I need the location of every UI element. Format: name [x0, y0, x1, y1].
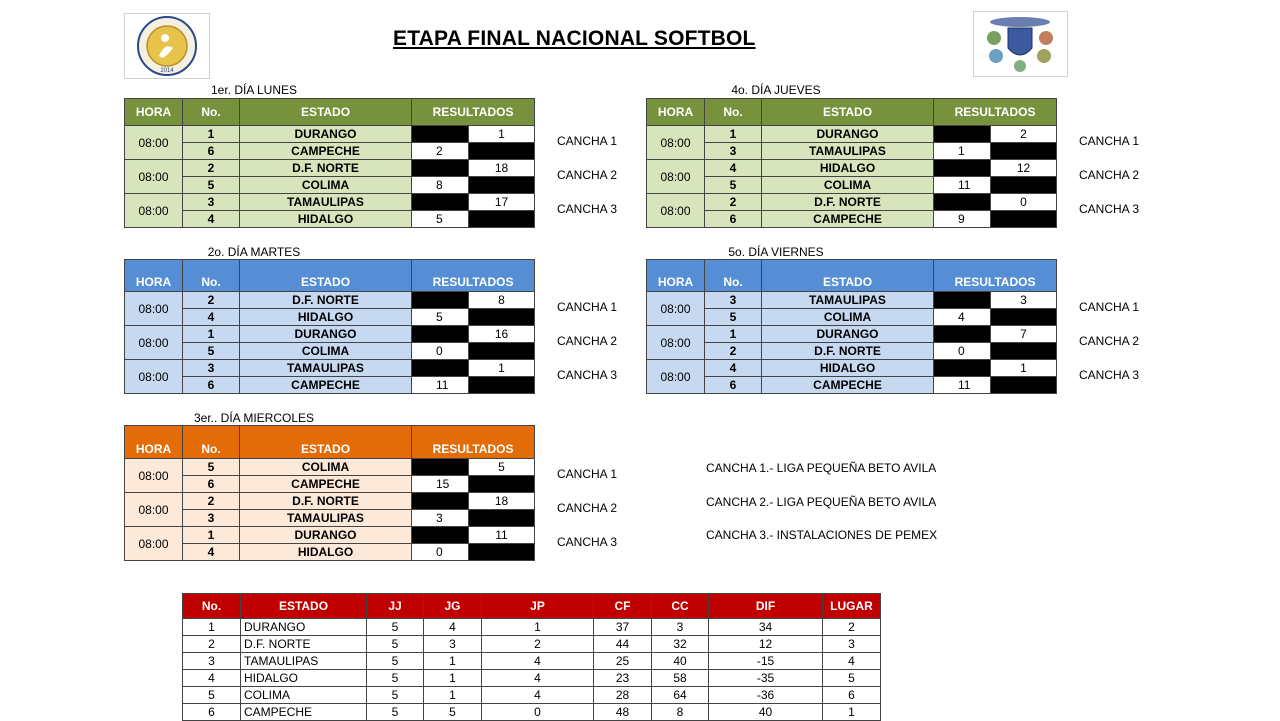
game-time: 08:00 — [125, 459, 183, 493]
team-number: 3 — [183, 194, 240, 211]
day-schedule-table — [646, 259, 1057, 394]
score-blank — [412, 360, 469, 377]
header-hora: HORA — [647, 99, 705, 126]
team-state: TAMAULIPAS — [240, 194, 412, 211]
standings-cell: 25 — [594, 653, 652, 670]
game-row — [125, 211, 535, 228]
team-score: 2 — [991, 126, 1057, 143]
game-row — [125, 493, 535, 510]
day-title: 1er. DÍA LUNES — [210, 83, 298, 97]
team-state: COLIMA — [762, 309, 934, 326]
game-row — [125, 309, 535, 326]
score-blank — [934, 360, 991, 377]
cancha-label: CANCHA 1 — [1079, 134, 1140, 148]
team-score: 0 — [412, 343, 469, 360]
standings-cell: 23 — [594, 670, 652, 687]
header-no: No. — [183, 426, 240, 459]
score-blank — [934, 126, 991, 143]
team-score: 16 — [469, 326, 535, 343]
standings-row — [183, 619, 881, 636]
team-number: 4 — [183, 211, 240, 228]
score-blank — [469, 177, 535, 194]
team-state: CAMPECHE — [240, 377, 412, 394]
game-time: 08:00 — [647, 326, 705, 360]
team-number: 4 — [183, 309, 240, 326]
team-score: 11 — [934, 377, 991, 394]
header-estado: ESTADO — [240, 99, 412, 126]
score-blank — [412, 527, 469, 544]
team-score: 1 — [934, 143, 991, 160]
standings-cell: 34 — [709, 619, 823, 636]
team-number: 3 — [705, 292, 762, 309]
team-score: 8 — [412, 177, 469, 194]
team-score: 15 — [412, 476, 469, 493]
team-score: 7 — [991, 326, 1057, 343]
team-state: HIDALGO — [240, 544, 412, 561]
standings-cell: D.F. NORTE — [241, 636, 367, 653]
standings-cell: DURANGO — [241, 619, 367, 636]
game-row — [125, 544, 535, 561]
team-state: CAMPECHE — [762, 377, 934, 394]
standings-row — [183, 670, 881, 687]
score-blank — [412, 160, 469, 177]
game-time: 08:00 — [647, 292, 705, 326]
header-hora: HORA — [125, 99, 183, 126]
standings-cell: 40 — [652, 653, 709, 670]
game-time: 08:00 — [647, 126, 705, 160]
standings-cell: 1 — [183, 619, 241, 636]
game-row — [647, 343, 1057, 360]
standings-cell: 1 — [424, 687, 482, 704]
team-number: 3 — [705, 143, 762, 160]
game-row — [125, 360, 535, 377]
game-row — [125, 160, 535, 177]
standings-cell: 28 — [594, 687, 652, 704]
score-blank — [412, 194, 469, 211]
team-score: 5 — [412, 211, 469, 228]
cancha-label: CANCHA 2 — [557, 501, 618, 515]
team-state: TAMAULIPAS — [762, 292, 934, 309]
team-score: 3 — [412, 510, 469, 527]
team-score: 5 — [469, 459, 535, 476]
team-state: HIDALGO — [762, 160, 934, 177]
team-state: CAMPECHE — [240, 143, 412, 160]
team-state: DURANGO — [240, 326, 412, 343]
standings-cell: 1 — [823, 704, 881, 721]
standings-cell: 40 — [709, 704, 823, 721]
score-blank — [469, 143, 535, 160]
standings-cell: 4 — [482, 653, 594, 670]
venue-legend-2: CANCHA 2.- LIGA PEQUEÑA BETO AVILA — [706, 495, 937, 509]
cancha-label: CANCHA 2 — [557, 334, 618, 348]
team-number: 3 — [183, 510, 240, 527]
standings-header: No. — [183, 594, 241, 619]
score-blank — [934, 160, 991, 177]
score-blank — [412, 126, 469, 143]
score-blank — [991, 377, 1057, 394]
page-title: ETAPA FINAL NACIONAL SOFTBOL — [393, 27, 756, 50]
game-row — [125, 527, 535, 544]
header-hora: HORA — [125, 260, 183, 292]
game-row — [125, 476, 535, 493]
team-score: 0 — [412, 544, 469, 561]
team-state: CAMPECHE — [762, 211, 934, 228]
team-score: 11 — [934, 177, 991, 194]
team-state: DURANGO — [762, 326, 934, 343]
header-estado: ESTADO — [762, 99, 934, 126]
svg-text:2014: 2014 — [160, 68, 174, 74]
cancha-label: CANCHA 2 — [1079, 334, 1140, 348]
header-no: No. — [705, 260, 762, 292]
team-number: 2 — [183, 292, 240, 309]
team-state: DURANGO — [240, 126, 412, 143]
team-score: 1 — [469, 360, 535, 377]
game-row — [125, 510, 535, 527]
game-time: 08:00 — [125, 493, 183, 527]
game-time: 08:00 — [647, 360, 705, 394]
game-row — [647, 309, 1057, 326]
standings-cell: 6 — [183, 704, 241, 721]
game-row — [647, 160, 1057, 177]
team-number: 1 — [705, 326, 762, 343]
score-blank — [469, 544, 535, 561]
score-blank — [469, 510, 535, 527]
header-resultados: RESULTADOS — [412, 99, 535, 126]
standings-cell: 48 — [594, 704, 652, 721]
standings-cell: 3 — [424, 636, 482, 653]
team-number: 6 — [183, 377, 240, 394]
score-blank — [412, 326, 469, 343]
score-blank — [412, 292, 469, 309]
team-state: COLIMA — [240, 177, 412, 194]
header-no: No. — [183, 99, 240, 126]
score-blank — [469, 343, 535, 360]
game-time: 08:00 — [647, 160, 705, 194]
score-blank — [469, 377, 535, 394]
team-number: 2 — [183, 493, 240, 510]
standings-cell: 2 — [823, 619, 881, 636]
standings-cell: 5 — [367, 687, 424, 704]
team-state: TAMAULIPAS — [762, 143, 934, 160]
team-number: 2 — [183, 160, 240, 177]
standings-cell: 3 — [652, 619, 709, 636]
standings-row — [183, 687, 881, 704]
team-state: CAMPECHE — [240, 476, 412, 493]
standings-cell: 5 — [367, 636, 424, 653]
team-number: 2 — [705, 343, 762, 360]
game-time: 08:00 — [125, 527, 183, 561]
standings-cell: 8 — [652, 704, 709, 721]
score-blank — [469, 309, 535, 326]
federation-logo — [973, 11, 1068, 77]
team-score: 18 — [469, 160, 535, 177]
team-number: 1 — [183, 527, 240, 544]
score-blank — [991, 143, 1057, 160]
team-state: D.F. NORTE — [240, 493, 412, 510]
cancha-label: CANCHA 3 — [1079, 202, 1140, 216]
cancha-label: CANCHA 3 — [557, 535, 618, 549]
game-row — [647, 360, 1057, 377]
game-row — [125, 177, 535, 194]
standings-cell: 4 — [424, 619, 482, 636]
game-time: 08:00 — [125, 194, 183, 228]
standings-cell: -36 — [709, 687, 823, 704]
game-row — [125, 459, 535, 476]
team-state: DURANGO — [240, 527, 412, 544]
standings-cell: 5 — [424, 704, 482, 721]
score-blank — [412, 459, 469, 476]
team-state: D.F. NORTE — [240, 160, 412, 177]
header-estado: ESTADO — [240, 260, 412, 292]
standings-cell: 3 — [823, 636, 881, 653]
cancha-label: CANCHA 1 — [1079, 300, 1140, 314]
standings-cell: 37 — [594, 619, 652, 636]
team-score: 2 — [412, 143, 469, 160]
standings-cell: 1 — [424, 653, 482, 670]
team-state: D.F. NORTE — [762, 343, 934, 360]
team-state: D.F. NORTE — [240, 292, 412, 309]
day-title: 2o. DÍA MARTES — [207, 245, 301, 259]
game-row — [647, 292, 1057, 309]
game-row — [125, 194, 535, 211]
score-blank — [991, 343, 1057, 360]
day-title: 3er.. DÍA MIERCOLES — [193, 411, 315, 425]
day-title: 5o. DÍA VIERNES — [728, 245, 824, 259]
team-state: HIDALGO — [240, 211, 412, 228]
standings-cell: 6 — [823, 687, 881, 704]
standings-cell: 0 — [482, 704, 594, 721]
team-number: 4 — [705, 160, 762, 177]
team-score: 12 — [991, 160, 1057, 177]
standings-cell: 1 — [424, 670, 482, 687]
standings-cell: -15 — [709, 653, 823, 670]
standings-cell: CAMPECHE — [241, 704, 367, 721]
standings-table — [182, 593, 881, 721]
team-state: HIDALGO — [240, 309, 412, 326]
game-time: 08:00 — [125, 360, 183, 394]
standings-header: JJ — [367, 594, 424, 619]
team-number: 4 — [705, 360, 762, 377]
team-number: 1 — [183, 326, 240, 343]
team-number: 6 — [183, 476, 240, 493]
team-score: 0 — [991, 194, 1057, 211]
standings-header: ESTADO — [241, 594, 367, 619]
standings-cell: 64 — [652, 687, 709, 704]
game-row — [125, 292, 535, 309]
game-row — [647, 177, 1057, 194]
game-time: 08:00 — [647, 194, 705, 228]
standings-cell: 4 — [482, 670, 594, 687]
game-row — [125, 377, 535, 394]
team-score: 0 — [934, 343, 991, 360]
team-state: D.F. NORTE — [762, 194, 934, 211]
team-state: COLIMA — [762, 177, 934, 194]
team-number: 6 — [705, 377, 762, 394]
team-score: 4 — [934, 309, 991, 326]
standings-cell: 4 — [482, 687, 594, 704]
standings-cell: 5 — [367, 619, 424, 636]
game-row — [647, 194, 1057, 211]
game-row — [647, 126, 1057, 143]
event-logo — [124, 13, 210, 79]
cancha-label: CANCHA 2 — [557, 168, 618, 182]
score-blank — [991, 211, 1057, 228]
team-score: 11 — [469, 527, 535, 544]
team-number: 2 — [705, 194, 762, 211]
score-blank — [934, 292, 991, 309]
team-number: 1 — [183, 126, 240, 143]
cancha-label: CANCHA 1 — [557, 467, 618, 481]
venue-legend-3: CANCHA 3.- INSTALACIONES DE PEMEX — [706, 528, 938, 542]
cancha-label: CANCHA 2 — [1079, 168, 1140, 182]
header-hora: HORA — [125, 426, 183, 459]
day-schedule-table — [124, 98, 535, 228]
standings-header: JG — [424, 594, 482, 619]
header-resultados: RESULTADOS — [934, 99, 1057, 126]
standings-cell: 5 — [823, 670, 881, 687]
standings-row — [183, 704, 881, 721]
game-row — [125, 126, 535, 143]
game-time: 08:00 — [125, 326, 183, 360]
team-state: DURANGO — [762, 126, 934, 143]
cancha-label: CANCHA 1 — [557, 300, 618, 314]
standings-cell: -35 — [709, 670, 823, 687]
standings-row — [183, 653, 881, 670]
header-resultados: RESULTADOS — [934, 260, 1057, 292]
day-title: 4o. DÍA JUEVES — [731, 83, 821, 97]
cancha-label: CANCHA 1 — [557, 134, 618, 148]
team-score: 1 — [469, 126, 535, 143]
team-state: HIDALGO — [762, 360, 934, 377]
standings-header: JP — [482, 594, 594, 619]
header-estado: ESTADO — [240, 426, 412, 459]
team-score: 5 — [412, 309, 469, 326]
cancha-label: CANCHA 3 — [1079, 368, 1140, 382]
team-score: 11 — [412, 377, 469, 394]
team-number: 3 — [183, 360, 240, 377]
team-state: COLIMA — [240, 343, 412, 360]
game-time: 08:00 — [125, 126, 183, 160]
team-number: 1 — [705, 126, 762, 143]
header-resultados: RESULTADOS — [412, 426, 535, 459]
standings-cell: 5 — [367, 670, 424, 687]
day-schedule-table — [124, 259, 535, 394]
header-hora: HORA — [647, 260, 705, 292]
standings-cell: 3 — [183, 653, 241, 670]
standings-header: CC — [652, 594, 709, 619]
team-score: 8 — [469, 292, 535, 309]
standings-header: LUGAR — [823, 594, 881, 619]
game-row — [647, 211, 1057, 228]
header-no: No. — [705, 99, 762, 126]
team-number: 4 — [183, 544, 240, 561]
day-schedule-table — [646, 98, 1057, 228]
team-number: 5 — [705, 309, 762, 326]
cancha-label: CANCHA 3 — [557, 368, 618, 382]
team-score: 3 — [991, 292, 1057, 309]
standings-cell: 32 — [652, 636, 709, 653]
standings-cell: 2 — [482, 636, 594, 653]
header-estado: ESTADO — [762, 260, 934, 292]
team-state: TAMAULIPAS — [240, 360, 412, 377]
standings-header: DIF — [709, 594, 823, 619]
team-state: TAMAULIPAS — [240, 510, 412, 527]
team-score: 1 — [991, 360, 1057, 377]
standings-cell: 2 — [183, 636, 241, 653]
standings-cell: 4 — [823, 653, 881, 670]
standings-cell: 58 — [652, 670, 709, 687]
standings-cell: COLIMA — [241, 687, 367, 704]
score-blank — [991, 309, 1057, 326]
standings-row — [183, 636, 881, 653]
standings-cell: 5 — [183, 687, 241, 704]
score-blank — [469, 211, 535, 228]
venue-legend-1: CANCHA 1.- LIGA PEQUEÑA BETO AVILA — [706, 461, 937, 475]
team-number: 6 — [183, 143, 240, 160]
score-blank — [991, 177, 1057, 194]
team-score: 18 — [469, 493, 535, 510]
game-row — [647, 143, 1057, 160]
team-number: 6 — [705, 211, 762, 228]
game-row — [647, 326, 1057, 343]
standings-cell: HIDALGO — [241, 670, 367, 687]
header-resultados: RESULTADOS — [412, 260, 535, 292]
team-number: 5 — [183, 343, 240, 360]
standings-header: CF — [594, 594, 652, 619]
standings-cell: 5 — [367, 653, 424, 670]
team-number: 5 — [705, 177, 762, 194]
header-no: No. — [183, 260, 240, 292]
game-time: 08:00 — [125, 160, 183, 194]
day-schedule-table — [124, 425, 535, 561]
score-blank — [469, 476, 535, 493]
standings-cell: TAMAULIPAS — [241, 653, 367, 670]
game-row — [125, 143, 535, 160]
score-blank — [934, 326, 991, 343]
game-row — [125, 343, 535, 360]
team-state: COLIMA — [240, 459, 412, 476]
game-row — [647, 377, 1057, 394]
score-blank — [934, 194, 991, 211]
game-time: 08:00 — [125, 292, 183, 326]
standings-cell: 12 — [709, 636, 823, 653]
standings-cell: 4 — [183, 670, 241, 687]
team-score: 17 — [469, 194, 535, 211]
standings-cell: 5 — [367, 704, 424, 721]
team-score: 9 — [934, 211, 991, 228]
game-row — [125, 326, 535, 343]
score-blank — [412, 493, 469, 510]
standings-cell: 44 — [594, 636, 652, 653]
cancha-label: CANCHA 3 — [557, 202, 618, 216]
standings-cell: 1 — [482, 619, 594, 636]
team-number: 5 — [183, 177, 240, 194]
team-number: 5 — [183, 459, 240, 476]
